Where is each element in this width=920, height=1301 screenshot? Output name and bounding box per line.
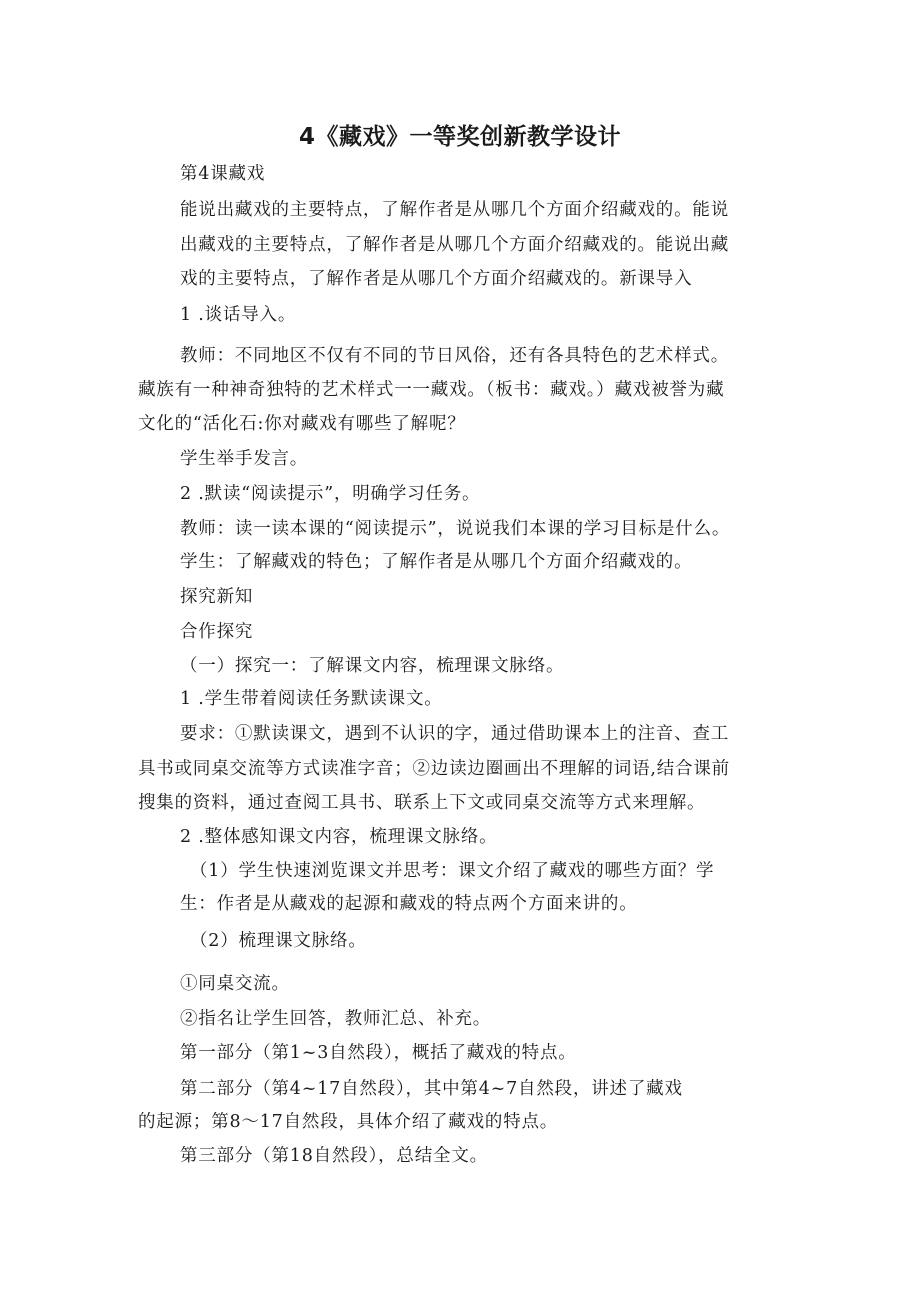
text-line: 1 .学生带着阅读任务默读课文。 bbox=[180, 689, 443, 709]
text-line: 搜集的资料，通过查阅工具书、联系上下文或同桌交流等方式来理解。 bbox=[138, 793, 706, 813]
text-line: 第三部分（第18自然段），总结全文。 bbox=[180, 1146, 488, 1166]
text-line: ①同桌交流。 bbox=[180, 974, 290, 994]
text-line: ②指名让学生回答，教师汇总、补充。 bbox=[180, 1009, 492, 1029]
text-line: （2）梳理课文脉络。 bbox=[190, 931, 367, 951]
text-line: 学生：了解藏戏的特色；了解作者是从哪几个方面介绍藏戏的。 bbox=[180, 552, 693, 572]
text-line: 第一部分（第1~3自然段），概括了藏戏的特点。 bbox=[180, 1043, 577, 1063]
text-line: 的起源；第8～17自然段，具体介绍了藏戏的特点。 bbox=[138, 1112, 559, 1132]
text-line: 2 .默读“阅读提示”，明确学习任务。 bbox=[180, 484, 481, 504]
text-line: 戏的主要特点，了解作者是从哪几个方面介绍藏戏的。新课导入 bbox=[180, 269, 693, 289]
text-line: 学生举手发言。 bbox=[180, 449, 309, 469]
text-line: 合作探究 bbox=[180, 622, 254, 642]
text-line: 能说出藏戏的主要特点，了解作者是从哪几个方面介绍藏戏的。能说 bbox=[180, 200, 729, 220]
text-line: 生：作者是从藏戏的起源和藏戏的特点两个方面来讲的。 bbox=[180, 894, 638, 914]
text-line: 第4课藏戏 bbox=[180, 164, 266, 184]
text-line: 1 .谈话导入。 bbox=[180, 305, 297, 325]
text-line: 探究新知 bbox=[180, 587, 254, 607]
text-line: 具书或同桌交流等方式读准字音；②边读边圈画出不理解的词语,结合课前 bbox=[138, 759, 730, 779]
document-title: 4《藏戏》一等奖创新教学设计 bbox=[298, 124, 621, 150]
text-line: 2 .整体感知课文内容，梳理课文脉络。 bbox=[180, 827, 498, 847]
text-line: 出藏戏的主要特点，了解作者是从哪几个方面介绍藏戏的。能说出藏 bbox=[180, 235, 729, 255]
text-line: 第二部分（第4~17自然段），其中第4~7自然段，讲述了藏戏 bbox=[180, 1079, 683, 1099]
text-line: 教师：读一读本课的“阅读提示”，说说我们本课的学习目标是什么。 bbox=[180, 519, 731, 539]
text-line: 藏族有一种神奇独特的艺术样式一一藏戏。（板书：藏戏。）藏戏被誉为藏 bbox=[138, 380, 725, 400]
text-line: （一）探究一：了解课文内容，梳理课文脉络。 bbox=[180, 656, 565, 676]
text-line: （1）学生快速浏览课文并思考：课文介绍了藏戏的哪些方面？学 bbox=[190, 861, 715, 881]
text-line: 要求：①默读课文，遇到不认识的字，通过借助课本上的注音、查工 bbox=[180, 724, 729, 744]
text-line: 文化的“活化石:你对藏戏有哪些了解呢？ bbox=[138, 414, 466, 434]
text-line: 教师：不同地区不仅有不同的节日风俗，还有各具特色的艺术样式。 bbox=[180, 346, 729, 366]
